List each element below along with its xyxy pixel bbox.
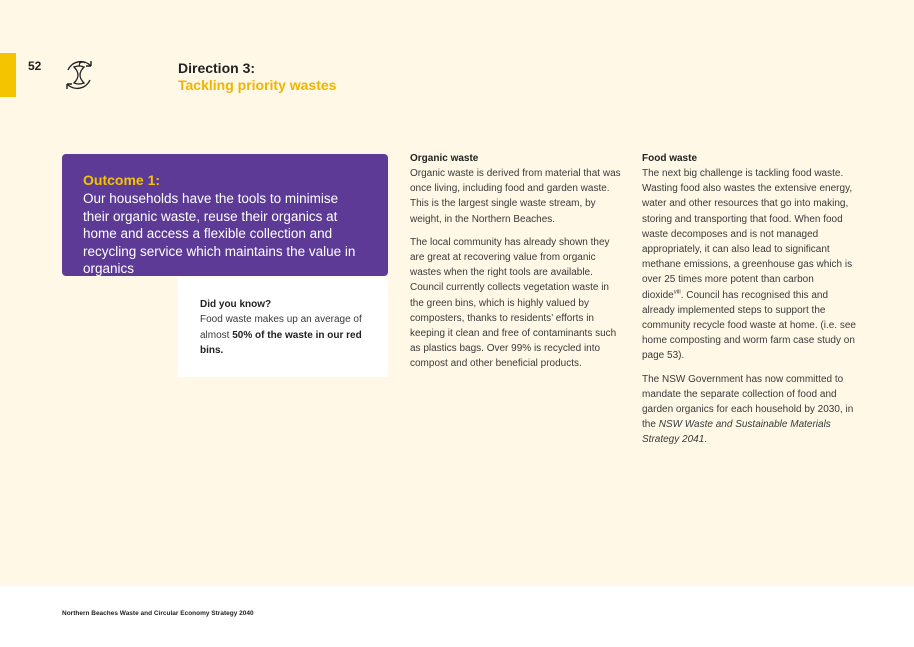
food-waste-p2-text-end: . [704, 434, 708, 446]
organic-waste-paragraph-1: Organic waste is derived from material that was once living, including food and garden waste. This is the largest single waste stream, by weight, in the Northern Beaches. [410, 168, 621, 225]
food-waste-paragraph-1 [642, 166, 857, 364]
outcome-text: Our households have the tools to minimise their organic waste, reuse their organics at home and access a flexible collection and recycling service which maintains the value in organics [83, 191, 356, 276]
endnote-reference: viii [673, 289, 681, 296]
food-waste-column [642, 151, 857, 456]
direction-subtitle: Tackling priority wastes [178, 77, 337, 93]
page-number: 52 [28, 59, 42, 73]
organic-waste-column [410, 151, 625, 380]
food-waste-p1-text: The next big challenge is tackling food waste. Wasting food also wastes the extensive energy, water and other resources that go into making, storing and transporting that food. When food waste decomposes and is not managed appropriately, it can also lead to significant methane emissions, a greenhouse gas which is over 25 times more potent than carbon dioxide [642, 168, 853, 301]
did-you-know-highlight: 50% of the waste in our red bins. [200, 329, 362, 356]
outcome-box [62, 154, 388, 276]
food-waste-p2-text: The NSW Government has now committed to mandate the separate collection of food and garden organics for each household by 2030, in the [642, 373, 854, 431]
food-waste-p1-text-end: . Council has recognised this and already implemented steps to support the community recycle food waste at home. (i.e. see home composting and worm farm case study on page 53). [642, 289, 856, 362]
footer-text: Northern Beaches Waste and Circular Economy Strategy 2040 [62, 610, 254, 617]
food-waste-paragraph-2 [642, 372, 857, 448]
did-you-know-box [178, 277, 388, 377]
food-waste-heading: Food waste [642, 153, 698, 164]
strategy-document-title: NSW Waste and Sustainable Materials Strategy 2041 [642, 419, 831, 446]
did-you-know-text [200, 312, 366, 359]
did-you-know-text-start: Food waste makes up an average of almost [200, 314, 362, 341]
section-tab [0, 53, 16, 97]
organic-waste-paragraph-2: The local community has already shown they are great at recovering value from organic wastes when the right tools are available. Council currently collects vegetation waste in the green bins, which is highly valued by composters, thanks to residents’ efforts in keeping it clean and free of contaminants such as plastics bags. Over 99% is recycled into compost and other beneficial products. [410, 236, 617, 370]
did-you-know-title: Did you know? [200, 299, 272, 310]
organic-waste-heading: Organic waste [410, 153, 479, 164]
direction-title: Direction 3: [178, 60, 256, 76]
apple-core-recycle-icon [60, 56, 98, 94]
outcome-title: Outcome 1: [83, 172, 161, 188]
